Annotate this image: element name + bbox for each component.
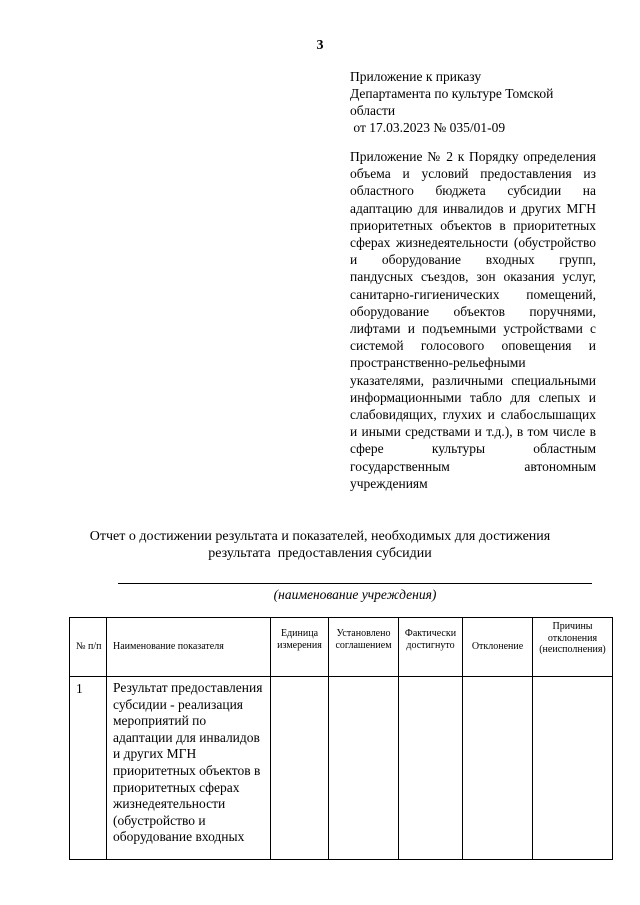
institution-name-line <box>118 583 592 584</box>
cell-name: Результат предоставления субсидии - реализация мероприятий по адаптации для инвалидов и других МГН приоритетных объектов в приоритетных сферах жизнедеятельности (обустройство и оборудование входных <box>107 677 271 860</box>
cell-reasons <box>533 677 613 860</box>
col-header-reasons: Причины отклонения (неисполнения) <box>533 618 613 677</box>
col-header-set: Установлено соглашением <box>329 618 399 677</box>
annex-header-line: от 17.03.2023 № 035/01-09 <box>350 120 506 135</box>
table-header-row <box>70 618 613 677</box>
institution-caption: (наименование учреждения) <box>273 587 437 602</box>
annex-header-line: области <box>350 103 396 118</box>
cell-actual <box>399 677 463 860</box>
report-title <box>60 528 580 562</box>
col-header-actual: Фактически достигнуто <box>399 618 463 677</box>
report-title-line: результата предоставления субсидии <box>208 546 432 561</box>
cell-unit <box>271 677 329 860</box>
table-row <box>70 677 613 860</box>
col-header-num: № п/п <box>70 618 107 677</box>
col-header-name: Наименование показателя <box>107 618 271 677</box>
appendix-text: Приложение № 2 к Порядку определения объема и условий предоставления из областного бюджета субсидии на адаптацию для инвалидов и других МГН приоритетных объектов в приоритетных сферах жизнедеятельности (обустройство и оборудование входных групп, пандусных съездов, зон оказания услуг, санитарно-гигиенических помещений, оборудование объектов поручнями, лифтами и подъемными устройствами с системой голосового оповещения и пространственно-рельефными указателями, различными специальными информационными табло для слепых и слабовидящих, глухих и слабослышащих и иными средствами и т.д.), в том числе в сфере культуры областным государственным автономным учреждениям <box>350 149 596 491</box>
annex-header-line: Приложение к приказу <box>350 69 482 84</box>
cell-num: 1 <box>70 677 107 860</box>
col-header-unit: Единица измерения <box>271 618 329 677</box>
report-title-line: Отчет о достижении результата и показателей, необходимых для достижения <box>89 529 551 544</box>
report-table <box>69 617 613 860</box>
page-number: 3 <box>316 38 324 53</box>
col-header-deviation: Отклонение <box>463 618 533 677</box>
cell-deviation <box>463 677 533 860</box>
annex-header-line: Департамента по культуре Томской <box>350 86 554 101</box>
cell-set <box>329 677 399 860</box>
annex-header <box>350 68 600 136</box>
